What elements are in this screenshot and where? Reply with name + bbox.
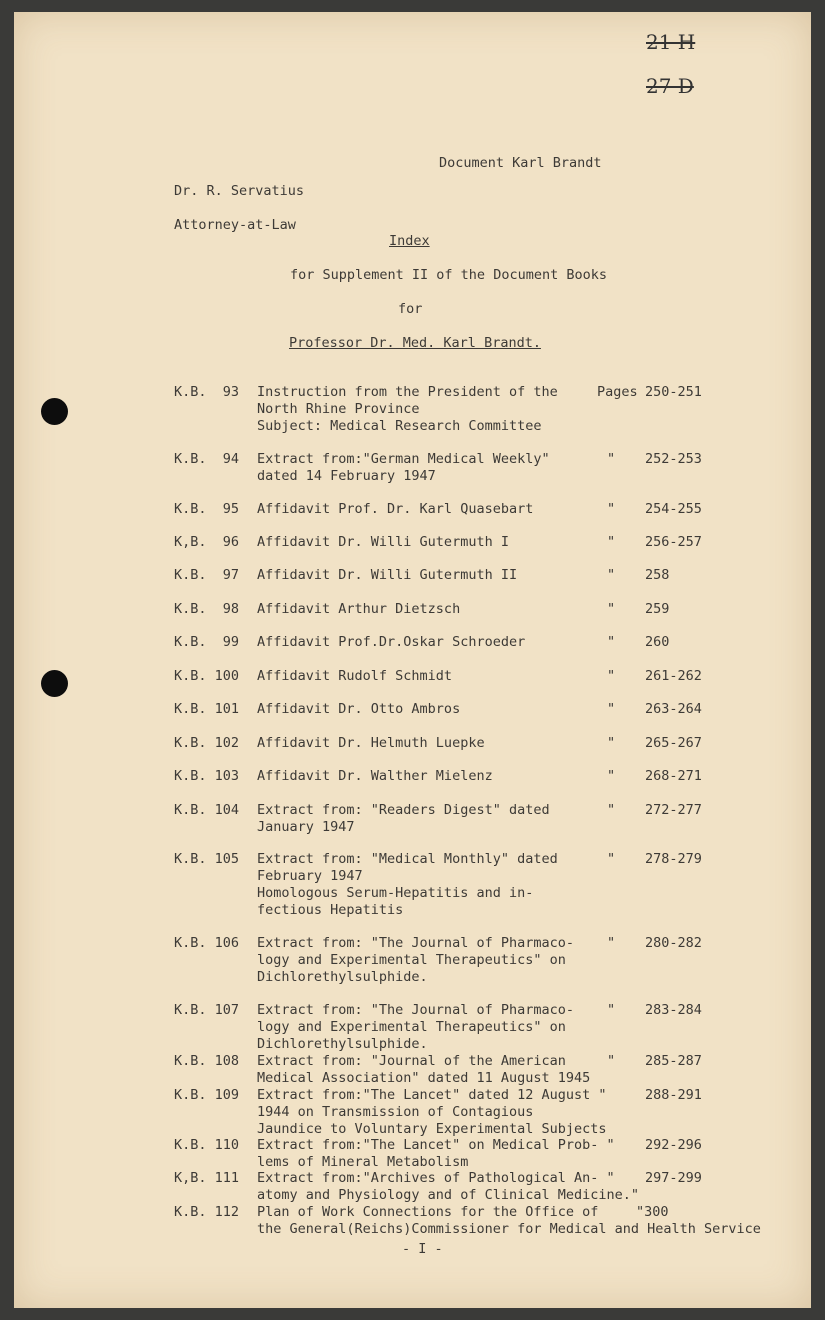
entry-ditto: " bbox=[607, 701, 616, 717]
entry-pages: 285-287 bbox=[645, 1053, 702, 1069]
punch-hole-bottom bbox=[41, 670, 68, 697]
entry-description-line: Affidavit Prof.Dr.Oskar Schroeder bbox=[257, 634, 526, 650]
attorney-title: Attorney-at-Law bbox=[174, 217, 296, 233]
entry-description-line: Affidavit Dr. Willi Gutermuth II bbox=[257, 567, 518, 583]
entry-number: K.B. 100 bbox=[174, 668, 240, 684]
entry-pages: 268-271 bbox=[645, 768, 702, 784]
punch-hole-top bbox=[41, 398, 68, 425]
entry-description bbox=[257, 735, 485, 752]
entry-description-line: Affidavit Dr. Helmuth Luepke bbox=[257, 735, 485, 751]
entry-description-line: Affidavit Dr. Walther Mielenz bbox=[257, 768, 493, 784]
entry-number: K.B. 99 bbox=[174, 634, 240, 650]
entry-description bbox=[257, 1170, 639, 1204]
entry-description-line: atomy and Physiology and of Clinical Medicine." bbox=[257, 1187, 640, 1203]
entry-description bbox=[257, 501, 533, 518]
entry-description-line: North Rhine Province bbox=[257, 401, 420, 417]
entry-description-line: Medical Association" dated 11 August 1945 bbox=[257, 1070, 591, 1086]
entry-number: K.B. 102 bbox=[174, 735, 240, 751]
entry-description bbox=[257, 1053, 590, 1087]
entry-description bbox=[257, 802, 550, 836]
entry-pages: 252-253 bbox=[645, 451, 702, 467]
entry-number: K.B. 112 bbox=[174, 1204, 240, 1220]
entry-description-line: February 1947 bbox=[257, 868, 363, 884]
entry-ditto: " bbox=[607, 601, 616, 617]
entry-description-line: 1944 on Transmission of Contagious bbox=[257, 1104, 534, 1120]
entry-pages: 272-277 bbox=[645, 802, 702, 818]
entry-ditto: " bbox=[607, 567, 616, 583]
entry-pages: 283-284 bbox=[645, 1002, 702, 1018]
entry-description-line: Extract from:"Archives of Pathological An- " bbox=[257, 1170, 615, 1186]
entry-pages: 260 bbox=[645, 634, 670, 650]
entry-description bbox=[257, 851, 558, 919]
entry-description bbox=[257, 935, 574, 986]
entry-ditto: Pages bbox=[597, 384, 638, 400]
entry-description-line: Extract from:"The Lancet" on Medical Prob- " bbox=[257, 1137, 615, 1153]
entry-number: K.B. 109 bbox=[174, 1087, 240, 1103]
entry-description-line: Affidavit Rudolf Schmidt bbox=[257, 668, 453, 684]
entry-description-line: Affidavit Dr. Otto Ambros bbox=[257, 701, 461, 717]
entry-description-line: logy and Experimental Therapeutics" on bbox=[257, 952, 566, 968]
index-for: for bbox=[398, 301, 423, 317]
entry-pages: 259 bbox=[645, 601, 670, 617]
document-title: Document Karl Brandt bbox=[439, 155, 602, 171]
entry-number: K.B. 108 bbox=[174, 1053, 240, 1069]
entry-description bbox=[257, 1002, 574, 1053]
entry-number: K.B. 94 bbox=[174, 451, 240, 467]
entry-pages: 254-255 bbox=[645, 501, 702, 517]
entry-pages: 278-279 bbox=[645, 851, 702, 867]
entry-ditto: " bbox=[607, 851, 616, 867]
entry-description-line: Extract from:"German Medical Weekly" bbox=[257, 451, 550, 467]
entry-pages: 292-296 bbox=[645, 1137, 702, 1153]
entry-description-line: Affidavit Arthur Dietzsch bbox=[257, 601, 461, 617]
entry-ditto: " bbox=[607, 501, 616, 517]
entry-description-line: Extract from: "The Journal of Pharmaco- bbox=[257, 935, 574, 951]
entry-description bbox=[257, 567, 517, 584]
entry-ditto: " bbox=[607, 1053, 616, 1069]
defendant-name: Professor Dr. Med. Karl Brandt. bbox=[289, 335, 541, 351]
entry-ditto: " bbox=[607, 768, 616, 784]
entry-number: K.B. 104 bbox=[174, 802, 240, 818]
entry-ditto: " bbox=[607, 634, 616, 650]
entry-number: K.B. 93 bbox=[174, 384, 240, 400]
entry-pages: 280-282 bbox=[645, 935, 702, 951]
entry-description bbox=[257, 1137, 615, 1171]
page-number: - I - bbox=[402, 1241, 443, 1257]
entry-pages: 297-299 bbox=[645, 1170, 702, 1186]
entry-description bbox=[257, 534, 509, 551]
entry-ditto: " bbox=[607, 935, 616, 951]
entry-description-line: Jaundice to Voluntary Experimental Subjects bbox=[257, 1121, 607, 1137]
entry-number: K.B. 110 bbox=[174, 1137, 240, 1153]
entry-description bbox=[257, 701, 460, 718]
entry-description-line: lems of Mineral Metabolism bbox=[257, 1154, 469, 1170]
entry-description bbox=[257, 1204, 761, 1238]
index-title: Index bbox=[389, 233, 430, 249]
entry-description-line: Dichlorethylsulphide. bbox=[257, 1036, 428, 1052]
corner-mark-2: 27 D bbox=[646, 74, 694, 98]
entry-description-line: Affidavit Dr. Willi Gutermuth I bbox=[257, 534, 509, 550]
entry-description-line: Extract from: "Medical Monthly" dated bbox=[257, 851, 558, 867]
entry-description-line: Affidavit Prof. Dr. Karl Quasebart bbox=[257, 501, 534, 517]
entry-description-line: logy and Experimental Therapeutics" on bbox=[257, 1019, 566, 1035]
entry-number: K,B. 111 bbox=[174, 1170, 240, 1186]
entry-description-line: Homologous Serum-Hepatitis and in- bbox=[257, 885, 534, 901]
attorney-name: Dr. R. Servatius bbox=[174, 183, 305, 199]
entry-description-line: Extract from: "The Journal of Pharmaco- bbox=[257, 1002, 574, 1018]
entry-pages: "300 bbox=[636, 1204, 669, 1220]
entry-pages: 261-262 bbox=[645, 668, 702, 684]
entry-description bbox=[257, 451, 550, 485]
entry-number: K.B. 101 bbox=[174, 701, 240, 717]
entry-number: K.B. 98 bbox=[174, 601, 240, 617]
entry-description-line: the General(Reichs)Commissioner for Medical and Health Service bbox=[257, 1221, 761, 1237]
entry-description-line: Instruction from the President of the bbox=[257, 384, 558, 400]
entry-number: K.B. 105 bbox=[174, 851, 240, 867]
entry-description-line: Dichlorethylsulphide. bbox=[257, 969, 428, 985]
entry-description-line: fectious Hepatitis bbox=[257, 902, 404, 918]
entry-ditto: " bbox=[607, 534, 616, 550]
entry-description bbox=[257, 634, 525, 651]
entry-pages: 263-264 bbox=[645, 701, 702, 717]
document-page bbox=[14, 12, 811, 1308]
entry-description bbox=[257, 768, 493, 785]
entry-pages: 265-267 bbox=[645, 735, 702, 751]
index-subtitle: for Supplement II of the Document Books bbox=[290, 267, 607, 283]
entry-number: K,B. 96 bbox=[174, 534, 240, 550]
entry-description bbox=[257, 384, 558, 435]
entry-description bbox=[257, 601, 460, 618]
entry-description-line: Extract from: "Readers Digest" dated bbox=[257, 802, 550, 818]
entry-number: K.B. 97 bbox=[174, 567, 240, 583]
entry-description-line: January 1947 bbox=[257, 819, 355, 835]
entry-pages: 288-291 bbox=[645, 1087, 702, 1103]
entry-description-line: Extract from: "Journal of the American bbox=[257, 1053, 566, 1069]
entry-number: K.B. 95 bbox=[174, 501, 240, 517]
entry-description bbox=[257, 668, 452, 685]
entry-ditto: " bbox=[607, 668, 616, 684]
entry-ditto: " bbox=[607, 802, 616, 818]
entry-pages: 258 bbox=[645, 567, 670, 583]
entry-pages: 250-251 bbox=[645, 384, 702, 400]
entry-description-line: dated 14 February 1947 bbox=[257, 468, 436, 484]
entry-number: K.B. 106 bbox=[174, 935, 240, 951]
entry-pages: 256-257 bbox=[645, 534, 702, 550]
entry-description bbox=[257, 1087, 607, 1138]
entry-ditto: " bbox=[607, 735, 616, 751]
entry-ditto: " bbox=[607, 1002, 616, 1018]
entry-ditto: " bbox=[607, 451, 616, 467]
entry-description-line: Extract from:"The Lancet" dated 12 August " bbox=[257, 1087, 607, 1103]
entry-description-line: Plan of Work Connections for the Office of bbox=[257, 1204, 599, 1220]
entry-description-line: Subject: Medical Research Committee bbox=[257, 418, 542, 434]
entry-number: K.B. 107 bbox=[174, 1002, 240, 1018]
corner-mark-1: 21 H bbox=[646, 30, 696, 54]
entry-number: K.B. 103 bbox=[174, 768, 240, 784]
